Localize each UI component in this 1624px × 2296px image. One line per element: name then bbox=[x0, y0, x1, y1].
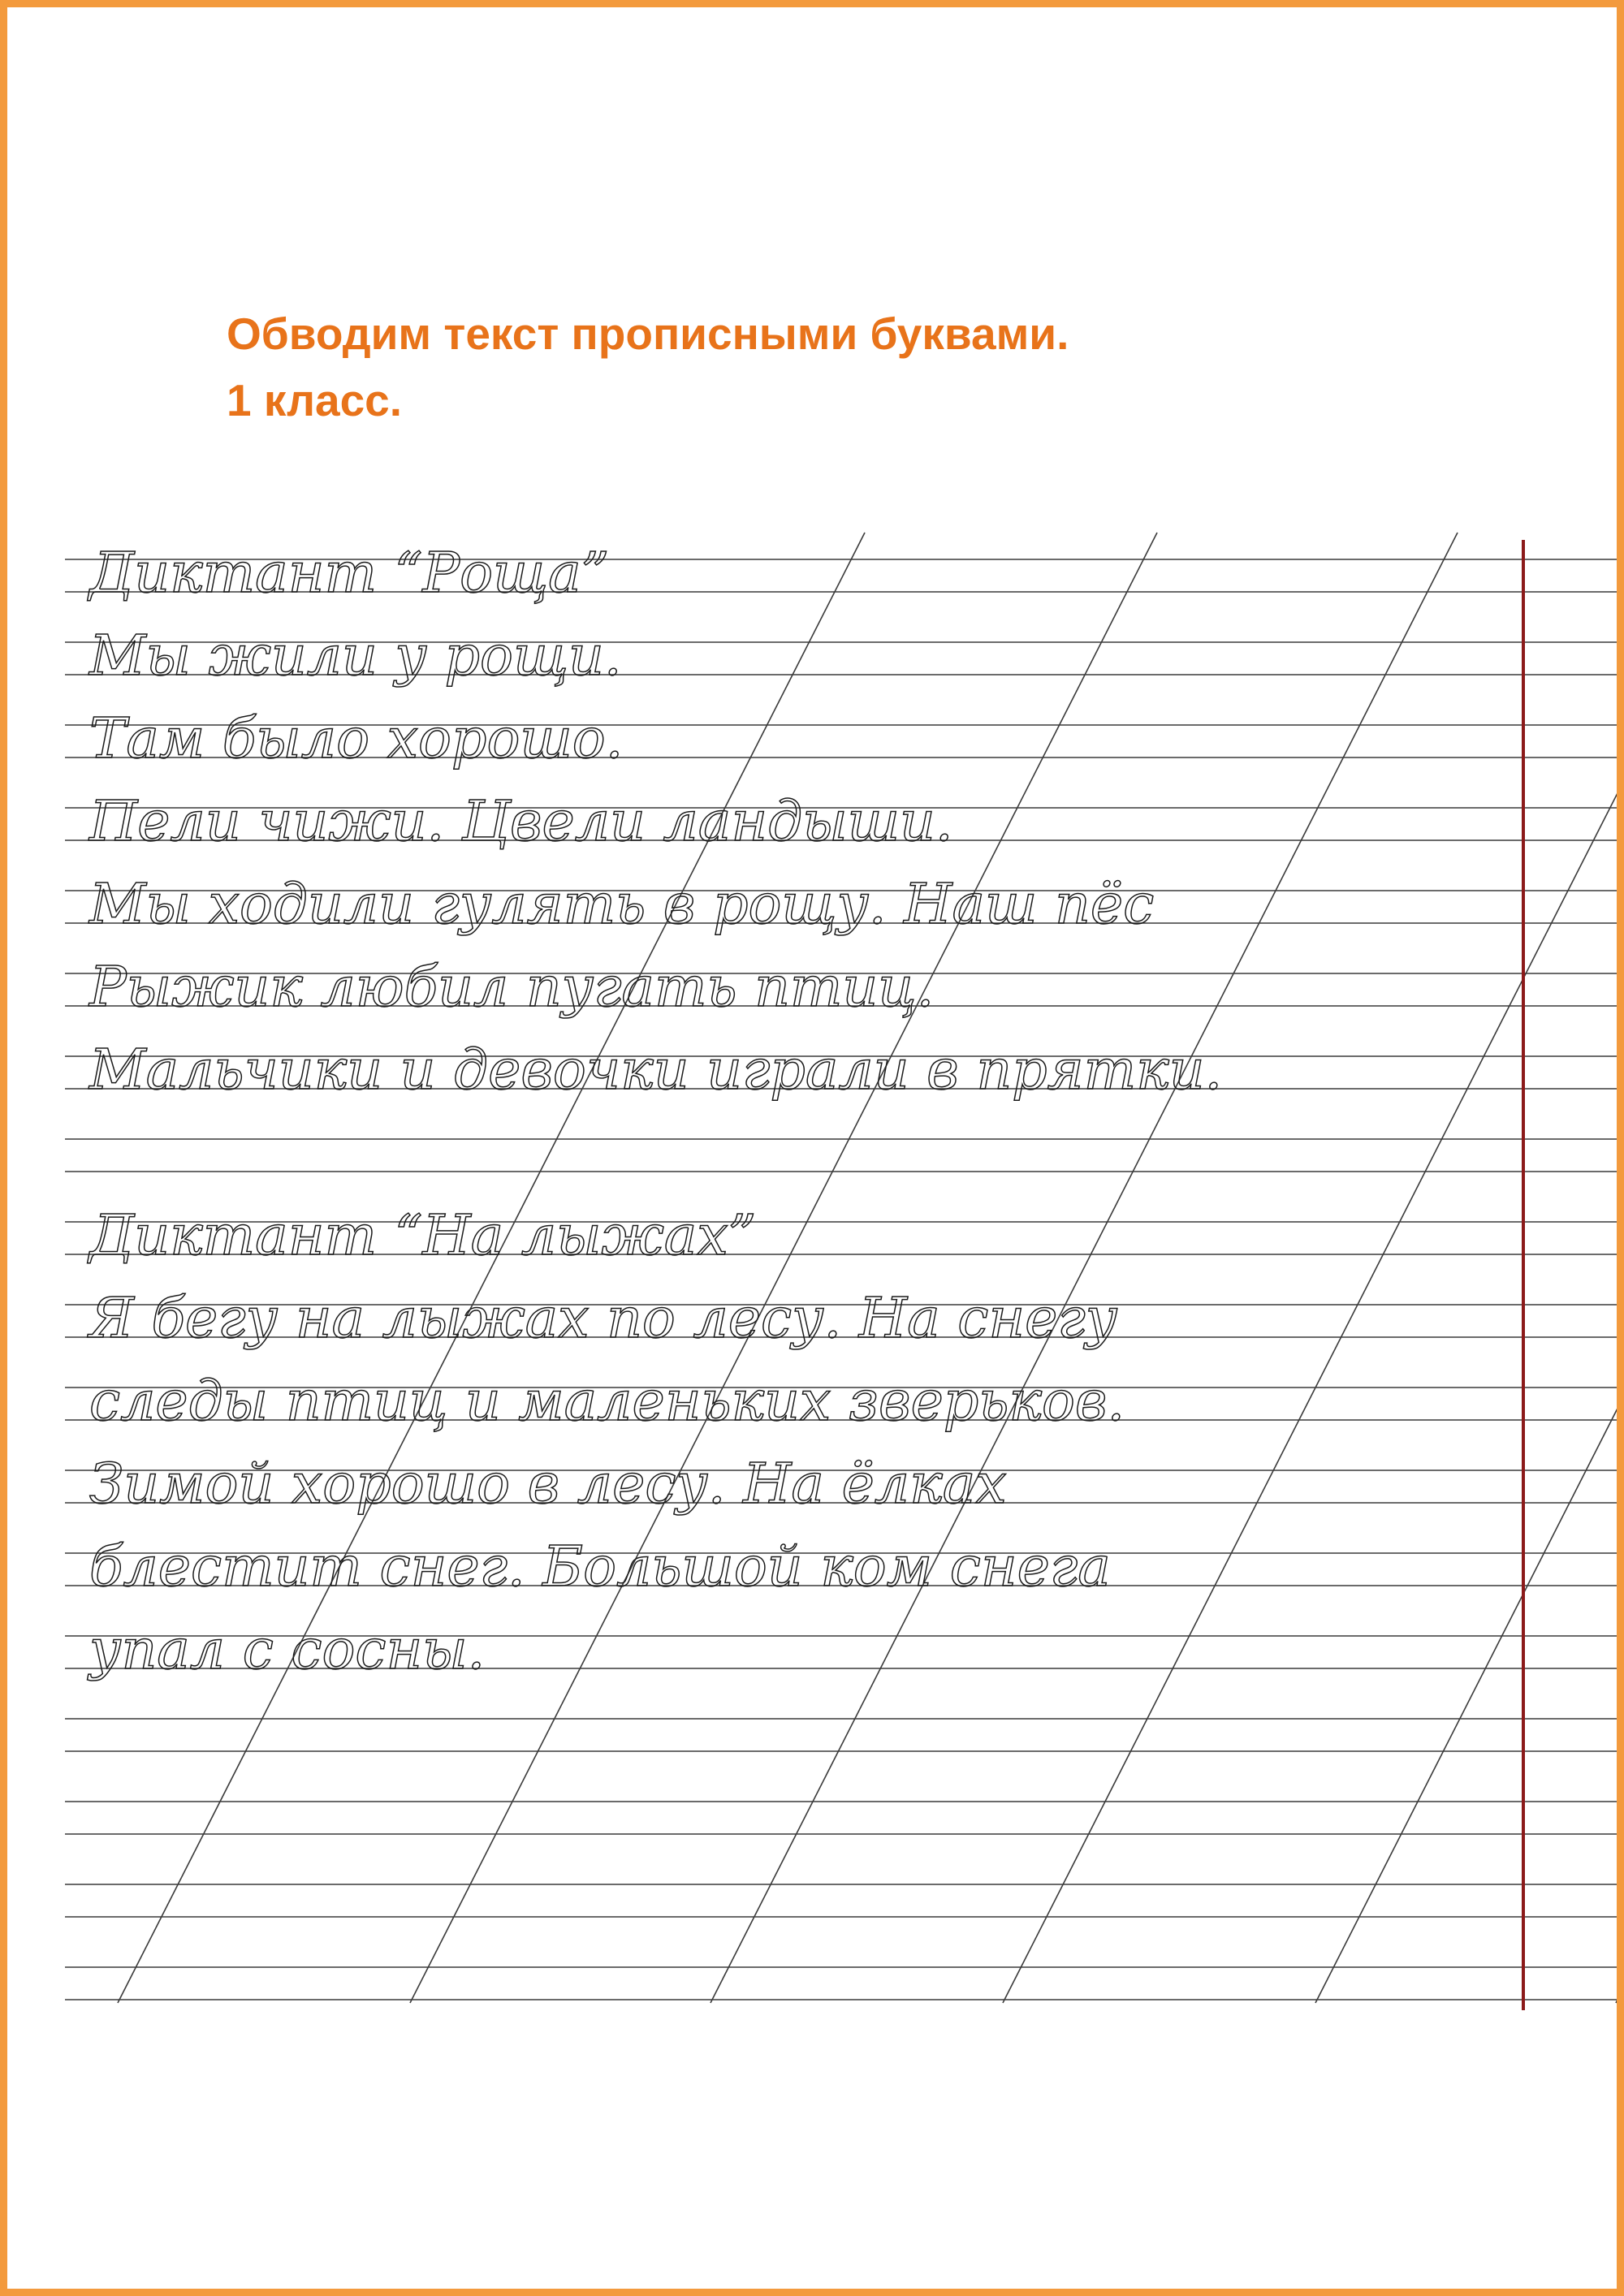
dictation-2-title: Диктант “На лыжах” bbox=[89, 1204, 757, 1268]
dictation-2-line: Зимой хорошо в лесу. На ёлках bbox=[89, 1452, 1007, 1517]
dictation-1-line: Там было хорошо. bbox=[89, 707, 624, 771]
cursive-ruled-sheet bbox=[7, 7, 1617, 2289]
horizontal-rules bbox=[65, 559, 1617, 2000]
grade-label: 1 класс. bbox=[227, 375, 403, 425]
dictation-2-line: Я бегу на лыжах по лесу. На снегу bbox=[89, 1287, 1118, 1351]
dictation-1-line: Мальчики и девочки играли в прятки. bbox=[89, 1038, 1223, 1103]
dictation-1-line: Рыжик любил пугать птиц. bbox=[89, 956, 935, 1020]
dictation-1-line: Пели чижи. Цвели ландыши. bbox=[89, 790, 953, 854]
slant-guide-line bbox=[1315, 533, 1617, 2003]
worksheet-title: Обводим текст прописными буквами. bbox=[227, 309, 1069, 359]
dictation-1-line: Мы ходили гулять в рощу. Наш пёс bbox=[89, 873, 1155, 937]
dictation-2-line: блестит снег. Большой ком снега bbox=[89, 1535, 1111, 1599]
slant-guide-line bbox=[1616, 533, 1617, 2003]
dictation-1-line: Мы жили у рощи. bbox=[89, 624, 622, 688]
trace-text bbox=[87, 542, 1222, 1682]
dictation-2-line: упал с сосны. bbox=[89, 1618, 486, 1682]
dictation-1-title: Диктант “Роща” bbox=[89, 542, 610, 606]
dictation-2-line: следы птиц и маленьких зверьков. bbox=[89, 1370, 1125, 1434]
slant-guide-line bbox=[710, 533, 1458, 2003]
